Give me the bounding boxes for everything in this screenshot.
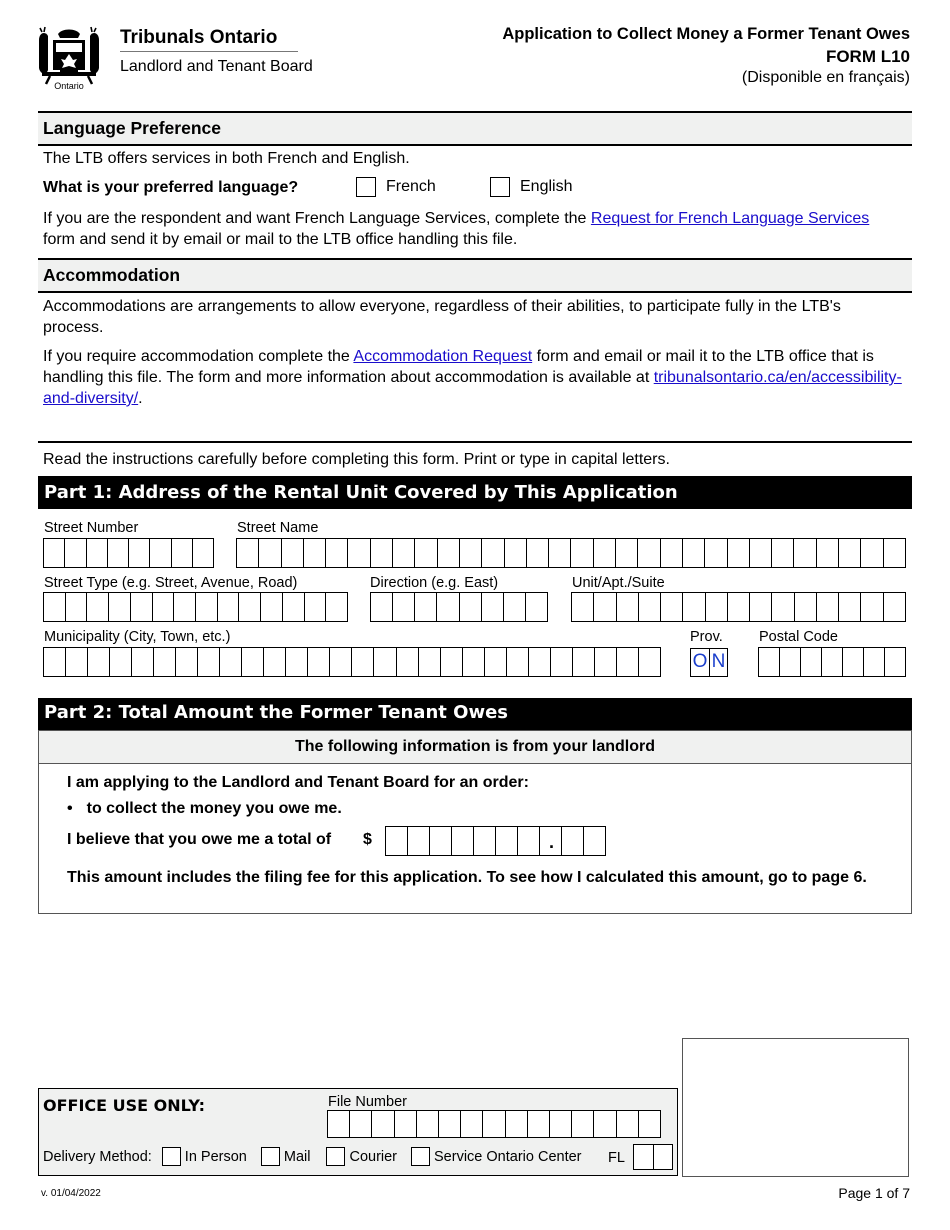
- street-type-field[interactable]: [43, 592, 348, 622]
- char-cell[interactable]: [495, 827, 517, 855]
- french-availability-note: (Disponible en français): [741, 69, 910, 86]
- delivery-method-row: [43, 1147, 582, 1166]
- char-cell[interactable]: [152, 593, 174, 621]
- char-cell[interactable]: [108, 593, 130, 621]
- accommodation-request-link[interactable]: Accommodation Request: [353, 348, 533, 365]
- filing-fee-note: This amount includes the filing fee for this application. To see how I calculated this amount, go to page 6.: [67, 869, 867, 886]
- char-cell[interactable]: [638, 593, 660, 621]
- accommodation-section-heading: Accommodation: [38, 258, 912, 293]
- char-cell[interactable]: [131, 648, 153, 676]
- street-number-field[interactable]: [43, 538, 214, 568]
- street-name-field[interactable]: [236, 538, 906, 568]
- french-services-request-link[interactable]: Request for French Language Services: [590, 210, 870, 227]
- char-cell[interactable]: [462, 648, 484, 676]
- char-cell[interactable]: [416, 1111, 438, 1137]
- char-cell[interactable]: [260, 593, 282, 621]
- char-cell[interactable]: [65, 593, 87, 621]
- office-stamp-box: [682, 1038, 909, 1177]
- char-cell[interactable]: [660, 539, 682, 567]
- char-cell[interactable]: [883, 593, 905, 621]
- char-cell[interactable]: [525, 593, 547, 621]
- char-cell[interactable]: [682, 593, 704, 621]
- province-field[interactable]: [690, 648, 728, 677]
- accommodation-para-1: Accommodations are arrangements to allow everyone, regardless of their abilities, to participate fully in the LTB's process.: [43, 298, 841, 336]
- char-cell[interactable]: [504, 539, 526, 567]
- char-cell[interactable]: [414, 593, 436, 621]
- in-person-label: In Person: [184, 1148, 247, 1165]
- char-cell[interactable]: [838, 539, 860, 567]
- char-cell[interactable]: [616, 648, 638, 676]
- char-cell[interactable]: [414, 539, 436, 567]
- char-cell[interactable]: [130, 593, 152, 621]
- postal-code-label: Postal Code: [759, 629, 838, 645]
- char-cell[interactable]: [394, 1111, 416, 1137]
- char-cell[interactable]: [794, 593, 816, 621]
- char-cell[interactable]: [749, 593, 771, 621]
- char-cell[interactable]: [281, 539, 303, 567]
- char-cell[interactable]: [349, 1111, 371, 1137]
- mail-checkbox[interactable]: [261, 1147, 280, 1166]
- province-char-2: N: [709, 649, 727, 676]
- char-cell[interactable]: [505, 1111, 527, 1137]
- char-cell[interactable]: [285, 648, 307, 676]
- char-cell[interactable]: [593, 1111, 615, 1137]
- direction-label: Direction (e.g. East): [370, 575, 499, 591]
- char-cell[interactable]: [594, 648, 616, 676]
- char-cell[interactable]: [503, 593, 525, 621]
- org-subtitle: Landlord and Tenant Board: [120, 58, 313, 75]
- char-cell[interactable]: [459, 593, 481, 621]
- char-cell[interactable]: [44, 648, 65, 676]
- char-cell[interactable]: [371, 593, 392, 621]
- char-cell[interactable]: [371, 1111, 393, 1137]
- char-cell[interactable]: [370, 539, 392, 567]
- char-cell[interactable]: [653, 1145, 673, 1169]
- char-cell[interactable]: [460, 1111, 482, 1137]
- char-cell[interactable]: [593, 539, 615, 567]
- char-cell[interactable]: [616, 593, 638, 621]
- part1-heading: Part 1: Address of the Rental Unit Covered by This Application: [38, 476, 912, 509]
- char-cell[interactable]: [816, 593, 838, 621]
- char-cell[interactable]: [481, 593, 503, 621]
- char-cell[interactable]: [727, 539, 749, 567]
- char-cell[interactable]: [793, 539, 815, 567]
- char-cell[interactable]: [128, 539, 149, 567]
- file-number-field[interactable]: [327, 1110, 661, 1138]
- street-name-label: Street Name: [237, 520, 319, 536]
- char-cell[interactable]: [86, 539, 107, 567]
- fl-label: FL: [608, 1150, 625, 1166]
- char-cell[interactable]: [87, 648, 109, 676]
- char-cell[interactable]: [438, 1111, 460, 1137]
- char-cell[interactable]: [800, 648, 821, 676]
- char-cell[interactable]: [451, 827, 473, 855]
- language-section-heading: Language Preference: [38, 111, 912, 146]
- char-cell[interactable]: [282, 593, 304, 621]
- char-cell[interactable]: [863, 648, 884, 676]
- form-version: v. 01/04/2022: [41, 1188, 101, 1199]
- char-cell[interactable]: [638, 1111, 660, 1137]
- char-cell[interactable]: [572, 648, 594, 676]
- char-cell[interactable]: [219, 648, 241, 676]
- language-intro: The LTB offers services in both French and English.: [43, 150, 410, 167]
- french-label: French: [386, 178, 436, 195]
- char-cell[interactable]: [149, 539, 170, 567]
- char-cell[interactable]: [440, 648, 462, 676]
- english-checkbox[interactable]: [490, 177, 510, 197]
- char-cell[interactable]: [386, 827, 407, 855]
- org-name: Tribunals Ontario: [120, 27, 278, 48]
- char-cell[interactable]: [548, 539, 570, 567]
- province-char-1: O: [692, 651, 708, 672]
- char-cell[interactable]: [171, 539, 192, 567]
- char-cell[interactable]: [705, 593, 727, 621]
- service-ontario-checkbox[interactable]: [411, 1147, 430, 1166]
- delivery-method-label: Delivery Method:: [43, 1148, 152, 1165]
- char-cell[interactable]: [418, 648, 440, 676]
- english-label: English: [520, 178, 573, 195]
- accommodation-para-2: If you require accommodation complete the Accommodation Request form and email or mail it to the LTB office that is handling this file. The form and more information about accommodation is available at tribunalsontario.ca/en/accessibility-and-diversity/.: [43, 348, 902, 407]
- char-cell[interactable]: [749, 539, 771, 567]
- municipality-label: Municipality (City, Town, etc.): [44, 629, 231, 645]
- logo-caption: Ontario: [54, 81, 84, 91]
- char-cell[interactable]: [484, 648, 506, 676]
- char-cell[interactable]: [192, 539, 213, 567]
- mail-label: Mail: [283, 1148, 311, 1165]
- office-use-heading: OFFICE USE ONLY:: [43, 1096, 205, 1115]
- char-cell[interactable]: [347, 539, 369, 567]
- in-person-checkbox[interactable]: [162, 1147, 181, 1166]
- char-cell[interactable]: [528, 648, 550, 676]
- char-cell[interactable]: [107, 539, 128, 567]
- street-type-label: Street Type (e.g. Street, Avenue, Road): [44, 575, 298, 591]
- char-cell[interactable]: [396, 648, 418, 676]
- char-cell[interactable]: [197, 648, 219, 676]
- char-cell[interactable]: [459, 539, 481, 567]
- char-cell[interactable]: [517, 827, 539, 855]
- part2-subheading: The following information is from your landlord: [39, 731, 911, 764]
- street-number-label: Street Number: [44, 520, 139, 536]
- char-cell[interactable]: [616, 1111, 638, 1137]
- char-cell[interactable]: [593, 593, 615, 621]
- char-cell[interactable]: [325, 539, 347, 567]
- char-cell[interactable]: [351, 648, 373, 676]
- char-cell[interactable]: [570, 539, 592, 567]
- char-cell[interactable]: [727, 593, 749, 621]
- form-title: Application to Collect Money a Former Tenant Owes: [502, 25, 910, 43]
- fl-field[interactable]: [633, 1144, 673, 1170]
- char-cell[interactable]: [883, 539, 905, 567]
- char-cell[interactable]: [572, 593, 593, 621]
- amount-owed-field[interactable]: [385, 826, 606, 856]
- char-cell[interactable]: [329, 648, 351, 676]
- municipality-field[interactable]: [43, 647, 661, 677]
- char-cell[interactable]: [238, 593, 260, 621]
- unit-field[interactable]: [571, 592, 906, 622]
- char-cell[interactable]: [561, 827, 583, 855]
- char-cell[interactable]: [436, 593, 458, 621]
- char-cell[interactable]: [637, 539, 659, 567]
- char-cell[interactable]: [771, 539, 793, 567]
- char-cell[interactable]: [175, 648, 197, 676]
- service-ontario-label: Service Ontario Center: [434, 1148, 582, 1165]
- char-cell[interactable]: [816, 539, 838, 567]
- char-cell[interactable]: [307, 648, 329, 676]
- currency-symbol: $: [363, 831, 372, 848]
- char-cell[interactable]: [704, 539, 726, 567]
- char-cell[interactable]: [615, 539, 637, 567]
- char-cell[interactable]: [884, 648, 905, 676]
- char-cell[interactable]: [838, 593, 860, 621]
- char-cell[interactable]: [328, 1111, 349, 1137]
- char-cell[interactable]: [842, 648, 863, 676]
- french-services-note: If you are the respondent and want French Language Services, complete the Request for French Language Services form and send it by email or mail to the LTB office handling this file.: [43, 210, 870, 248]
- char-cell[interactable]: [634, 1145, 653, 1169]
- char-cell[interactable]: [779, 648, 800, 676]
- char-cell[interactable]: [65, 648, 87, 676]
- char-cell[interactable]: [392, 593, 414, 621]
- char-cell[interactable]: [527, 1111, 549, 1137]
- char-cell[interactable]: [638, 648, 660, 676]
- page-number: Page 1 of 7: [838, 1185, 910, 1201]
- char-cell[interactable]: [571, 1111, 593, 1137]
- file-number-label: File Number: [328, 1094, 407, 1110]
- char-cell[interactable]: [583, 827, 605, 855]
- ontario-logo: [36, 26, 102, 92]
- char-cell[interactable]: [771, 593, 793, 621]
- char-cell[interactable]: [429, 827, 451, 855]
- language-option-english[interactable]: [490, 176, 572, 197]
- char-cell[interactable]: [482, 1111, 504, 1137]
- char-cell[interactable]: [258, 539, 280, 567]
- char-cell[interactable]: [821, 648, 842, 676]
- char-cell[interactable]: [860, 539, 882, 567]
- char-cell[interactable]: [506, 648, 528, 676]
- char-cell[interactable]: [173, 593, 195, 621]
- char-cell[interactable]: [473, 827, 495, 855]
- applying-statement: I am applying to the Landlord and Tenant Board for an order:: [67, 774, 529, 791]
- char-cell[interactable]: [682, 539, 704, 567]
- courier-checkbox[interactable]: [326, 1147, 345, 1166]
- char-cell[interactable]: [660, 593, 682, 621]
- instructions-divider: [38, 441, 912, 443]
- char-cell[interactable]: [526, 539, 548, 567]
- char-cell[interactable]: [373, 648, 395, 676]
- char-cell[interactable]: [237, 539, 258, 567]
- owe-total-label: I believe that you owe me a total of: [67, 831, 332, 848]
- char-cell[interactable]: [303, 539, 325, 567]
- char-cell[interactable]: [241, 648, 263, 676]
- amount-decimal-point: .: [549, 832, 555, 852]
- char-cell[interactable]: [550, 648, 572, 676]
- prov-label: Prov.: [690, 629, 723, 645]
- bullet-collect-money: • to collect the money you owe me.: [67, 800, 342, 817]
- char-cell[interactable]: [44, 593, 65, 621]
- instructions-text: Read the instructions carefully before completing this form. Print or type in capital letters.: [43, 451, 670, 468]
- char-cell[interactable]: [64, 539, 85, 567]
- char-cell[interactable]: [217, 593, 239, 621]
- char-cell[interactable]: [481, 539, 503, 567]
- postal-code-field[interactable]: [758, 647, 906, 677]
- char-cell[interactable]: [195, 593, 217, 621]
- unit-label: Unit/Apt./Suite: [572, 575, 665, 591]
- char-cell[interactable]: [304, 593, 326, 621]
- char-cell[interactable]: [263, 648, 285, 676]
- char-cell[interactable]: [44, 539, 64, 567]
- char-cell[interactable]: [109, 648, 131, 676]
- char-cell[interactable]: [392, 539, 414, 567]
- char-cell[interactable]: [860, 593, 882, 621]
- char-cell[interactable]: [407, 827, 429, 855]
- part2-heading: Part 2: Total Amount the Former Tenant Owes: [38, 698, 912, 730]
- language-question: What is your preferred language?: [43, 179, 299, 196]
- char-cell[interactable]: [549, 1111, 571, 1137]
- char-cell[interactable]: [325, 593, 347, 621]
- char-cell[interactable]: [759, 648, 779, 676]
- direction-field[interactable]: [370, 592, 548, 622]
- form-code: FORM L10: [825, 47, 910, 66]
- char-cell[interactable]: [153, 648, 175, 676]
- french-checkbox[interactable]: [356, 177, 376, 197]
- language-option-french[interactable]: [356, 176, 436, 197]
- accessibility-url-link[interactable]: tribunalsontario.ca/en/accessibility-and-diversity/: [43, 369, 902, 407]
- courier-label: Courier: [349, 1148, 398, 1165]
- char-cell[interactable]: [437, 539, 459, 567]
- char-cell[interactable]: [86, 593, 108, 621]
- org-divider: [120, 51, 298, 52]
